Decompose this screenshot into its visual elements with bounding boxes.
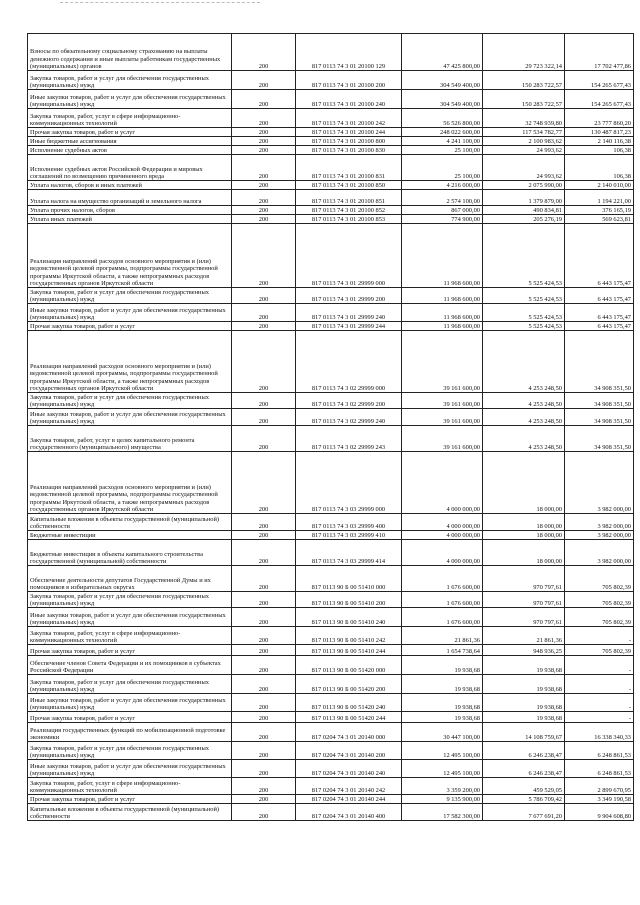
row-name: Закупка товаров, работ, услуг в сфере информационно-коммуникационных технологий <box>28 109 232 128</box>
row-unexecuted-amount: 34 908 351,50 <box>565 426 634 452</box>
row-budget-code: 817 0204 74 3 01 20140 244 <box>296 795 402 804</box>
row-name: Взносы по обязательному социальному страхованию на выплаты денежного содержания и иные выплаты работникам государственных (муниципальных) органов <box>28 34 232 71</box>
row-code: 200 <box>232 224 296 288</box>
row-budget-code: 817 0113 90 Б 00 51410 240 <box>296 608 402 627</box>
row-unexecuted-amount: 705 802,39 <box>565 592 634 608</box>
table-row <box>28 90 634 109</box>
row-unexecuted-amount: 3 982 000,00 <box>565 531 634 540</box>
table-row <box>28 760 634 778</box>
row-name: Закупка товаров, работ и услуг для обеспечения государственных (муниципальных) нужд <box>28 592 232 608</box>
row-unexecuted-amount: 2 140 116,38 <box>565 137 634 146</box>
row-unexecuted-amount: 34 908 351,50 <box>565 331 634 393</box>
row-code: 200 <box>232 694 296 712</box>
row-approved-amount: 12 495 100,00 <box>402 742 483 760</box>
row-executed-amount: 24 993,62 <box>483 155 565 181</box>
row-name: Реализация направлений расходов основного мероприятия и (или) ведомственной целевой программы, подпрограммы государственной программы Иркутской области, а также непрограммных расходов государственных органов Иркутской области <box>28 331 232 393</box>
row-approved-amount: 248 022 600,00 <box>402 128 483 137</box>
row-code: 200 <box>232 304 296 322</box>
row-unexecuted-amount: 6 443 175,47 <box>565 322 634 331</box>
row-unexecuted-amount: 130 487 817,23 <box>565 128 634 137</box>
row-name: Капитальные вложения в объекты государственной (муниципальной) собственности <box>28 514 232 531</box>
row-unexecuted-amount: 705 802,39 <box>565 645 634 656</box>
row-budget-code: 817 0113 74 3 03 29999 000 <box>296 452 402 514</box>
table-row <box>28 304 634 322</box>
row-approved-amount: 39 161 600,00 <box>402 426 483 452</box>
row-approved-amount: 25 100,00 <box>402 146 483 155</box>
row-code: 200 <box>232 190 296 206</box>
row-unexecuted-amount: 154 265 677,43 <box>565 71 634 90</box>
row-executed-amount: 29 723 322,14 <box>483 34 565 71</box>
row-executed-amount: 5 525 424,53 <box>483 322 565 331</box>
row-executed-amount: 2 100 983,62 <box>483 137 565 146</box>
row-name: Обеспечение членов Совета Федерации и их помощников в субъектах Российской Федерации <box>28 656 232 675</box>
row-approved-amount: 39 161 600,00 <box>402 393 483 409</box>
row-name: Бюджетные инвестиции <box>28 531 232 540</box>
row-code: 200 <box>232 288 296 304</box>
row-name: Прочая закупка товаров, работ и услуг <box>28 128 232 137</box>
row-name: Иные закупки товаров, работ и услуг для обеспечения государственных (муниципальных) нужд <box>28 304 232 322</box>
row-executed-amount: 14 108 759,67 <box>483 723 565 742</box>
row-name: Иные закупки товаров, работ и услуг для обеспечения государственных (муниципальных) нужд <box>28 760 232 778</box>
row-approved-amount: 19 938,68 <box>402 675 483 694</box>
row-budget-code: 817 0113 90 Б 00 51420 240 <box>296 694 402 712</box>
row-budget-code: 817 0113 74 3 02 29999 243 <box>296 426 402 452</box>
row-budget-code: 817 0204 74 3 01 20140 240 <box>296 760 402 778</box>
row-budget-code: 817 0113 74 3 01 20100 851 <box>296 190 402 206</box>
row-code: 200 <box>232 760 296 778</box>
row-unexecuted-amount: - <box>565 694 634 712</box>
table-row <box>28 34 634 71</box>
row-name: Иные закупки товаров, работ и услуг для обеспечения государственных (муниципальных) нужд <box>28 90 232 109</box>
row-code: 200 <box>232 540 296 566</box>
row-approved-amount: 17 582 300,00 <box>402 804 483 821</box>
row-approved-amount: 11 968 600,00 <box>402 224 483 288</box>
table-row <box>28 109 634 128</box>
row-executed-amount: 970 797,61 <box>483 592 565 608</box>
table-row <box>28 190 634 206</box>
row-approved-amount: 774 900,00 <box>402 215 483 224</box>
row-executed-amount: 18 000,00 <box>483 531 565 540</box>
row-unexecuted-amount: 6 248 861,53 <box>565 742 634 760</box>
table-row <box>28 712 634 723</box>
row-name: Капитальные вложения в объекты государственной (муниципальной) собственности <box>28 804 232 821</box>
row-unexecuted-amount: 376 165,19 <box>565 206 634 215</box>
row-executed-amount: 1 379 879,00 <box>483 190 565 206</box>
page-top-rule <box>60 2 260 3</box>
row-code: 200 <box>232 778 296 795</box>
row-name: Закупка товаров, работ и услуг для обеспечения государственных (муниципальных) нужд <box>28 71 232 90</box>
row-code: 200 <box>232 409 296 426</box>
row-unexecuted-amount: 154 265 677,43 <box>565 90 634 109</box>
row-executed-amount: 5 786 709,42 <box>483 795 565 804</box>
row-code: 200 <box>232 71 296 90</box>
row-code: 200 <box>232 645 296 656</box>
table-row <box>28 694 634 712</box>
row-unexecuted-amount: - <box>565 712 634 723</box>
table-row <box>28 322 634 331</box>
row-executed-amount: 4 253 248,50 <box>483 409 565 426</box>
row-approved-amount: 3 359 200,00 <box>402 778 483 795</box>
row-approved-amount: 304 549 400,00 <box>402 90 483 109</box>
row-executed-amount: 970 797,61 <box>483 608 565 627</box>
row-unexecuted-amount: 23 777 860,20 <box>565 109 634 128</box>
row-unexecuted-amount: 6 443 175,47 <box>565 304 634 322</box>
row-name: Закупка товаров, работ, услуг в целях капитального ремонта государственного (муниципального) имущества <box>28 426 232 452</box>
row-executed-amount: 5 525 424,53 <box>483 224 565 288</box>
row-budget-code: 817 0113 74 3 01 20100 244 <box>296 128 402 137</box>
row-budget-code: 817 0113 74 3 01 29999 244 <box>296 322 402 331</box>
row-budget-code: 817 0113 90 Б 00 51410 244 <box>296 645 402 656</box>
row-budget-code: 817 0113 74 3 02 29999 200 <box>296 393 402 409</box>
row-executed-amount: 7 677 691,20 <box>483 804 565 821</box>
row-budget-code: 817 0113 74 3 01 20100 800 <box>296 137 402 146</box>
row-code: 200 <box>232 215 296 224</box>
table-row <box>28 656 634 675</box>
row-code: 200 <box>232 322 296 331</box>
row-approved-amount: 21 861,36 <box>402 627 483 645</box>
row-unexecuted-amount: 569 623,81 <box>565 215 634 224</box>
row-name: Иные бюджетные ассигнования <box>28 137 232 146</box>
row-name: Закупка товаров, работ, услуг в сфере информационно-коммуникационных технологий <box>28 627 232 645</box>
row-name: Уплата иных платежей <box>28 215 232 224</box>
row-executed-amount: 24 993,62 <box>483 146 565 155</box>
row-unexecuted-amount: 3 349 190,58 <box>565 795 634 804</box>
row-approved-amount: 19 938,68 <box>402 694 483 712</box>
row-unexecuted-amount: 6 248 861,53 <box>565 760 634 778</box>
table-row <box>28 804 634 821</box>
row-executed-amount: 948 936,25 <box>483 645 565 656</box>
row-name: Закупка товаров, работ и услуг для обеспечения государственных (муниципальных) нужд <box>28 288 232 304</box>
row-unexecuted-amount: 106,38 <box>565 146 634 155</box>
row-executed-amount: 459 529,05 <box>483 778 565 795</box>
row-code: 200 <box>232 656 296 675</box>
row-code: 200 <box>232 452 296 514</box>
row-approved-amount: 39 161 600,00 <box>402 409 483 426</box>
row-executed-amount: 4 253 248,50 <box>483 393 565 409</box>
row-approved-amount: 2 574 100,00 <box>402 190 483 206</box>
row-code: 200 <box>232 531 296 540</box>
row-executed-amount: 19 938,68 <box>483 712 565 723</box>
table-row <box>28 608 634 627</box>
row-budget-code: 817 0113 90 Б 00 51420 244 <box>296 712 402 723</box>
row-budget-code: 817 0113 74 3 01 20100 853 <box>296 215 402 224</box>
row-unexecuted-amount: 106,38 <box>565 155 634 181</box>
row-executed-amount: 18 000,00 <box>483 452 565 514</box>
row-budget-code: 817 0113 74 3 01 29999 200 <box>296 288 402 304</box>
table-row <box>28 514 634 531</box>
table-row <box>28 778 634 795</box>
row-approved-amount: 19 938,68 <box>402 656 483 675</box>
row-approved-amount: 4 000 000,00 <box>402 540 483 566</box>
table-row <box>28 531 634 540</box>
row-budget-code: 817 0113 90 Б 00 51420 000 <box>296 656 402 675</box>
table-row <box>28 592 634 608</box>
row-code: 200 <box>232 608 296 627</box>
row-budget-code: 817 0113 90 Б 00 51410 200 <box>296 592 402 608</box>
row-executed-amount: 4 253 248,50 <box>483 331 565 393</box>
row-approved-amount: 1 676 600,00 <box>402 592 483 608</box>
row-name: Уплата прочих налогов, сборов <box>28 206 232 215</box>
row-code: 200 <box>232 712 296 723</box>
row-budget-code: 817 0113 74 3 01 29999 000 <box>296 224 402 288</box>
row-code: 200 <box>232 514 296 531</box>
row-approved-amount: 867 000,00 <box>402 206 483 215</box>
row-executed-amount: 18 000,00 <box>483 514 565 531</box>
row-name: Обеспечение деятельности депутатов Государственной Думы и их помощников в избирательных округах <box>28 566 232 592</box>
row-budget-code: 817 0204 74 3 01 20140 000 <box>296 723 402 742</box>
table-row <box>28 426 634 452</box>
row-unexecuted-amount: 1 194 221,00 <box>565 190 634 206</box>
row-name: Прочая закупка товаров, работ и услуг <box>28 322 232 331</box>
row-executed-amount: 19 938,68 <box>483 694 565 712</box>
budget-execution-table <box>27 33 634 821</box>
row-unexecuted-amount: 6 443 175,47 <box>565 288 634 304</box>
row-budget-code: 817 0113 74 3 02 29999 000 <box>296 331 402 393</box>
row-name: Прочая закупка товаров, работ и услуг <box>28 712 232 723</box>
row-unexecuted-amount: - <box>565 627 634 645</box>
table-row <box>28 288 634 304</box>
row-approved-amount: 4 000 000,00 <box>402 452 483 514</box>
row-unexecuted-amount: 34 908 351,50 <box>565 409 634 426</box>
table-row <box>28 393 634 409</box>
row-executed-amount: 150 283 722,57 <box>483 90 565 109</box>
row-code: 200 <box>232 426 296 452</box>
row-code: 200 <box>232 90 296 109</box>
row-budget-code: 817 0113 74 3 02 29999 240 <box>296 409 402 426</box>
row-code: 200 <box>232 181 296 190</box>
row-budget-code: 817 0113 74 3 01 20100 850 <box>296 181 402 190</box>
row-approved-amount: 25 100,00 <box>402 155 483 181</box>
row-budget-code: 817 0113 74 3 01 20100 200 <box>296 71 402 90</box>
row-unexecuted-amount: 705 802,39 <box>565 608 634 627</box>
row-unexecuted-amount: 2 140 010,00 <box>565 181 634 190</box>
row-budget-code: 817 0113 74 3 03 29999 414 <box>296 540 402 566</box>
row-unexecuted-amount: 3 982 000,00 <box>565 514 634 531</box>
row-name: Реализация государственных функций по мобилизационной подготовке экономики <box>28 723 232 742</box>
row-name: Прочая закупка товаров, работ и услуг <box>28 795 232 804</box>
table-row <box>28 215 634 224</box>
row-unexecuted-amount: 3 982 000,00 <box>565 540 634 566</box>
row-unexecuted-amount: 17 702 477,86 <box>565 34 634 71</box>
row-budget-code: 817 0113 74 3 03 29999 400 <box>296 514 402 531</box>
row-name: Иные закупки товаров, работ и услуг для обеспечения государственных (муниципальных) нужд <box>28 694 232 712</box>
row-unexecuted-amount: 6 443 175,47 <box>565 224 634 288</box>
row-budget-code: 817 0113 90 Б 00 51410 000 <box>296 566 402 592</box>
row-budget-code: 817 0204 74 3 01 20140 200 <box>296 742 402 760</box>
row-budget-code: 817 0113 74 3 01 20100 831 <box>296 155 402 181</box>
row-code: 200 <box>232 592 296 608</box>
row-approved-amount: 19 938,68 <box>402 712 483 723</box>
table-row <box>28 155 634 181</box>
row-code: 200 <box>232 393 296 409</box>
row-executed-amount: 6 246 238,47 <box>483 742 565 760</box>
row-approved-amount: 9 135 900,00 <box>402 795 483 804</box>
row-name: Уплата налога на имущество организаций и земельного налога <box>28 190 232 206</box>
row-name: Реализация направлений расходов основного мероприятия и (или) ведомственной целевой программы, подпрограммы государственной программы Иркутской области, а также непрограммных расходов государственных органов Иркутской области <box>28 452 232 514</box>
row-approved-amount: 1 676 600,00 <box>402 608 483 627</box>
row-executed-amount: 970 797,61 <box>483 566 565 592</box>
row-name: Иные закупки товаров, работ и услуг для обеспечения государственных (муниципальных) нужд <box>28 409 232 426</box>
table-row <box>28 675 634 694</box>
row-executed-amount: 2 075 990,00 <box>483 181 565 190</box>
row-code: 200 <box>232 146 296 155</box>
row-unexecuted-amount: 3 982 000,00 <box>565 452 634 514</box>
row-approved-amount: 11 968 600,00 <box>402 288 483 304</box>
table-row <box>28 540 634 566</box>
table-row <box>28 71 634 90</box>
row-executed-amount: 117 534 782,77 <box>483 128 565 137</box>
row-name: Закупка товаров, работ и услуг для обеспечения государственных (муниципальных) нужд <box>28 393 232 409</box>
table-row <box>28 224 634 288</box>
row-budget-code: 817 0113 74 3 01 20100 830 <box>296 146 402 155</box>
row-executed-amount: 19 938,68 <box>483 656 565 675</box>
row-approved-amount: 11 968 600,00 <box>402 322 483 331</box>
row-unexecuted-amount: 9 904 608,80 <box>565 804 634 821</box>
row-code: 200 <box>232 155 296 181</box>
row-executed-amount: 490 834,81 <box>483 206 565 215</box>
row-executed-amount: 5 525 424,53 <box>483 304 565 322</box>
table-row <box>28 181 634 190</box>
row-unexecuted-amount: 2 899 670,95 <box>565 778 634 795</box>
row-executed-amount: 19 938,68 <box>483 675 565 694</box>
table-row <box>28 128 634 137</box>
row-approved-amount: 30 447 100,00 <box>402 723 483 742</box>
row-name: Закупка товаров, работ, услуг в сфере информационно-коммуникационных технологий <box>28 778 232 795</box>
row-code: 200 <box>232 804 296 821</box>
row-name: Уплата налогов, сборов и иных платежей <box>28 181 232 190</box>
table-row <box>28 627 634 645</box>
row-code: 200 <box>232 109 296 128</box>
row-name: Бюджетные инвестиции в объекты капитального строительства государственной (муниципальной) собственности <box>28 540 232 566</box>
row-unexecuted-amount: 16 338 340,33 <box>565 723 634 742</box>
row-code: 200 <box>232 137 296 146</box>
row-approved-amount: 47 425 800,00 <box>402 34 483 71</box>
row-approved-amount: 1 654 738,64 <box>402 645 483 656</box>
row-approved-amount: 12 495 100,00 <box>402 760 483 778</box>
row-approved-amount: 11 968 600,00 <box>402 304 483 322</box>
row-unexecuted-amount: - <box>565 675 634 694</box>
row-budget-code: 817 0113 74 3 01 20100 129 <box>296 34 402 71</box>
row-executed-amount: 21 861,36 <box>483 627 565 645</box>
row-approved-amount: 304 549 400,00 <box>402 71 483 90</box>
row-name: Исполнение судебных актов Российской Федерации и мировых соглашений по возмещению причиненного вреда <box>28 155 232 181</box>
row-unexecuted-amount: - <box>565 656 634 675</box>
table-row <box>28 331 634 393</box>
row-code: 200 <box>232 128 296 137</box>
row-code: 200 <box>232 566 296 592</box>
row-budget-code: 817 0113 74 3 01 20100 242 <box>296 109 402 128</box>
row-name: Реализация направлений расходов основного мероприятия и (или) ведомственной целевой программы, подпрограммы государственной программы Иркутской области, а также непрограммных расходов государственных органов Иркутской области <box>28 224 232 288</box>
row-code: 200 <box>232 723 296 742</box>
row-budget-code: 817 0113 74 3 01 20100 852 <box>296 206 402 215</box>
table-row <box>28 146 634 155</box>
row-executed-amount: 5 525 424,53 <box>483 288 565 304</box>
row-executed-amount: 18 000,00 <box>483 540 565 566</box>
row-executed-amount: 6 246 238,47 <box>483 760 565 778</box>
row-budget-code: 817 0113 74 3 01 29999 240 <box>296 304 402 322</box>
row-name: Исполнение судебных актов <box>28 146 232 155</box>
row-name: Закупка товаров, работ и услуг для обеспечения государственных (муниципальных) нужд <box>28 742 232 760</box>
row-code: 200 <box>232 34 296 71</box>
row-unexecuted-amount: 34 908 351,50 <box>565 393 634 409</box>
row-approved-amount: 4 216 000,00 <box>402 181 483 190</box>
table-row <box>28 723 634 742</box>
row-approved-amount: 4 000 000,00 <box>402 531 483 540</box>
row-budget-code: 817 0113 90 Б 00 51410 242 <box>296 627 402 645</box>
row-code: 200 <box>232 742 296 760</box>
row-budget-code: 817 0113 74 3 01 20100 240 <box>296 90 402 109</box>
row-budget-code: 817 0204 74 3 01 20140 400 <box>296 804 402 821</box>
row-approved-amount: 1 676 600,00 <box>402 566 483 592</box>
table-row <box>28 206 634 215</box>
row-approved-amount: 4 241 100,00 <box>402 137 483 146</box>
table-body <box>28 34 634 821</box>
row-name: Прочая закупка товаров, работ и услуг <box>28 645 232 656</box>
row-code: 200 <box>232 795 296 804</box>
row-budget-code: 817 0113 74 3 03 29999 410 <box>296 531 402 540</box>
table-row <box>28 566 634 592</box>
row-approved-amount: 56 526 800,00 <box>402 109 483 128</box>
row-code: 200 <box>232 675 296 694</box>
row-approved-amount: 4 000 000,00 <box>402 514 483 531</box>
table-row <box>28 742 634 760</box>
table-row <box>28 137 634 146</box>
row-budget-code: 817 0204 74 3 01 20140 242 <box>296 778 402 795</box>
row-name: Закупка товаров, работ и услуг для обеспечения государственных (муниципальных) нужд <box>28 675 232 694</box>
row-unexecuted-amount: 705 802,39 <box>565 566 634 592</box>
row-code: 200 <box>232 627 296 645</box>
row-name: Иные закупки товаров, работ и услуг для обеспечения государственных (муниципальных) нужд <box>28 608 232 627</box>
row-executed-amount: 205 276,19 <box>483 215 565 224</box>
table-row <box>28 452 634 514</box>
table-row <box>28 645 634 656</box>
row-executed-amount: 32 748 939,80 <box>483 109 565 128</box>
row-approved-amount: 39 161 600,00 <box>402 331 483 393</box>
row-code: 200 <box>232 331 296 393</box>
row-executed-amount: 150 283 722,57 <box>483 71 565 90</box>
table-row <box>28 795 634 804</box>
row-executed-amount: 4 253 248,50 <box>483 426 565 452</box>
table-row <box>28 409 634 426</box>
row-code: 200 <box>232 206 296 215</box>
row-budget-code: 817 0113 90 Б 00 51420 200 <box>296 675 402 694</box>
